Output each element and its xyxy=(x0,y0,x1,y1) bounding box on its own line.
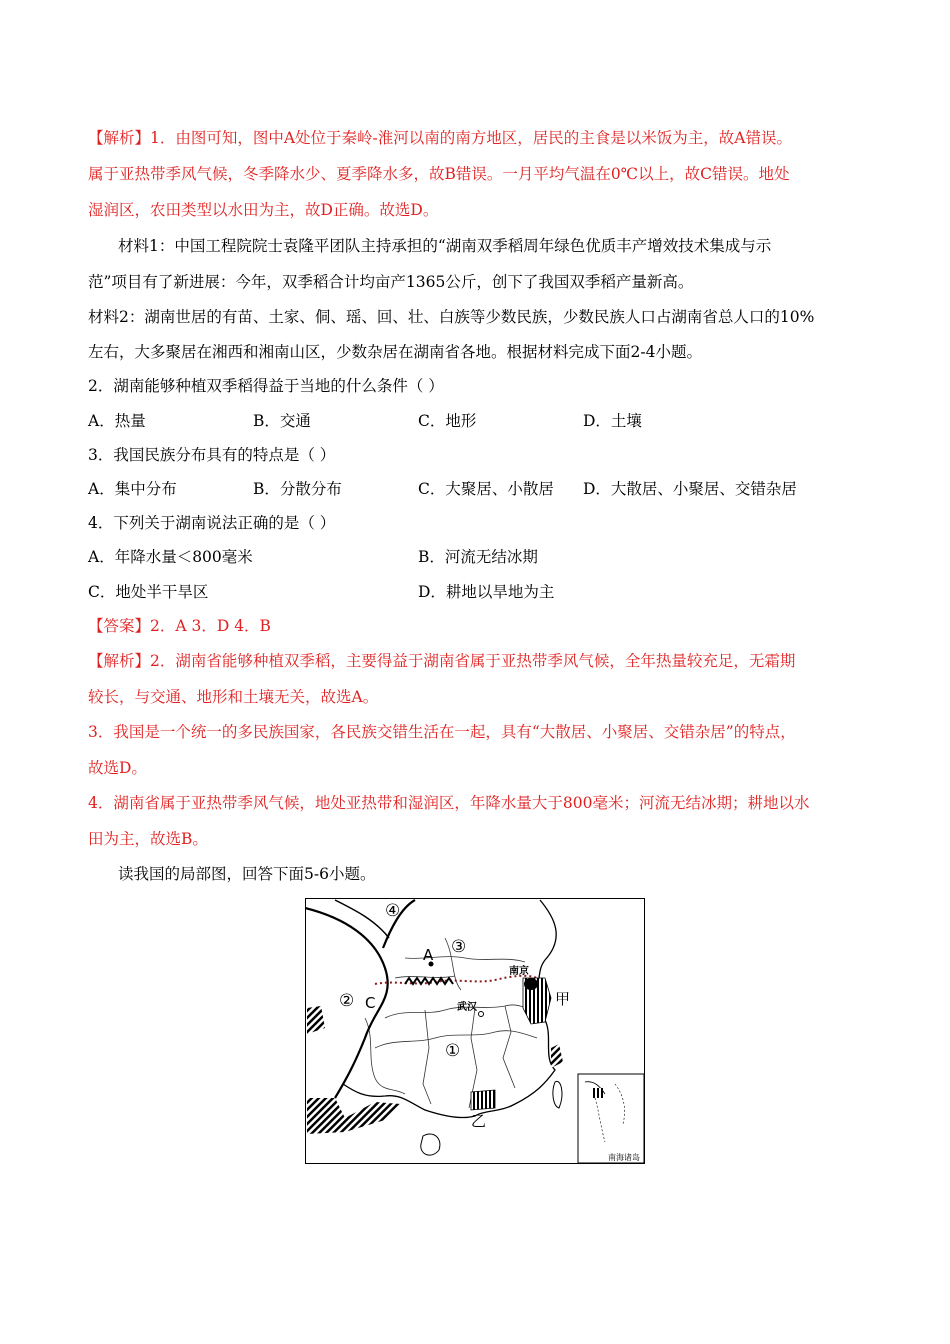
analysis-2-line-4: 故选D。 xyxy=(88,759,147,777)
question-4-option-d: D．耕地以旱地为主 xyxy=(418,583,555,601)
south-china-sea-inset xyxy=(578,1074,644,1163)
question-2-option-b: B．交通 xyxy=(253,412,311,430)
point-a-label: A xyxy=(423,946,434,964)
region-4-label: ④ xyxy=(385,901,401,921)
question-3-option-a: A．集中分布 xyxy=(88,480,177,498)
question-2-option-a: A．热量 xyxy=(88,412,146,430)
wuhan-label: 武汉 xyxy=(457,1002,477,1013)
nanjing-label: 南京 xyxy=(509,966,529,977)
material-2-line-2: 左右，大多聚居在湘西和湘南山区，少数杂居在湖南省各地。根据材料完成下面2-4小题。 xyxy=(88,343,702,361)
question-2-option-c: C．地形 xyxy=(418,412,477,430)
region-yi-label: 乙 xyxy=(471,1112,487,1130)
region-1-label: ① xyxy=(445,1041,461,1061)
question-3-option-c: C．大聚居、小散居 xyxy=(418,480,554,498)
analysis-2-line-6: 田为主，故选B。 xyxy=(88,830,208,848)
question-3-stem: 3．我国民族分布具有的特点是（ ） xyxy=(88,446,336,464)
analysis-1-line-1: 【解析】1．由图可知，图中A处位于秦岭-淮河以南的南方地区，居民的主食是以米饭为主，故A错误。 xyxy=(88,129,792,147)
china-partial-map xyxy=(305,898,645,1164)
analysis-2-line-5: 4．湖南省属于亚热带季风气候，地处亚热带和湿润区，年降水量大于800毫米；河流无结冰期；耕地以水 xyxy=(88,794,810,812)
question-4-option-c: C．地处半干旱区 xyxy=(88,583,209,601)
question-4-option-a: A．年降水量＜800毫米 xyxy=(88,548,253,566)
analysis-1-line-3: 湿润区，农田类型以水田为主，故D正确。故选D。 xyxy=(88,201,439,219)
wuhan-marker xyxy=(479,1012,484,1017)
question-3-option-b: B．分散分布 xyxy=(253,480,342,498)
inset-label: 南海诸岛 xyxy=(608,1153,640,1162)
region-2-label: ② xyxy=(339,991,355,1011)
question-4-stem: 4．下列关于湖南说法正确的是（ ） xyxy=(88,514,336,532)
material-1-line-2: 范”项目有了新进展：今年，双季稻合计均亩产1365公斤，创下了我国双季稻产量新高。 xyxy=(88,273,694,291)
region-jia-label: 甲 xyxy=(555,990,571,1008)
answer-line: 【答案】2．A 3．D 4．B xyxy=(88,617,271,635)
material-1-line-1: 材料1：中国工程院院士袁隆平团队主持承担的“湖南双季稻周年绿色优质丰产增效技术集成与示 xyxy=(118,237,772,255)
analysis-2-line-2: 较长，与交通、地形和土壤无关，故选A。 xyxy=(88,688,379,706)
question-3-option-d: D．大散居、小聚居、交错杂居 xyxy=(583,480,797,498)
region-yi-hatch xyxy=(471,1090,495,1110)
question-2-option-d: D．土壤 xyxy=(583,412,642,430)
nanjing-marker xyxy=(524,978,538,990)
question-2-stem: 2．湖南能够种植双季稻得益于当地的什么条件（ ） xyxy=(88,377,444,395)
hainan-island xyxy=(421,1134,440,1155)
analysis-2-line-3: 3．我国是一个统一的多民族国家，各民族交错生活在一起，具有“大散居、小聚居、交错杂居”的特点， xyxy=(88,723,796,741)
question-4-option-b: B．河流无结冰期 xyxy=(418,548,538,566)
analysis-2-line-1: 【解析】2．湖南省能够种植双季稻，主要得益于湖南省属于亚热带季风气候，全年热量较充足，无霜期 xyxy=(88,652,796,670)
analysis-1-line-2: 属于亚热带季风气候，冬季降水少、夏季降水多，故B错误。一月平均气温在0℃以上，故C错误。地处 xyxy=(88,165,790,183)
region-3-label: ③ xyxy=(451,937,467,957)
map-intro: 读我国的局部图，回答下面5-6小题。 xyxy=(118,865,376,883)
material-2-line-1: 材料2：湖南世居的有苗、土家、侗、瑶、回、壮、白族等少数民族，少数民族人口占湖南省总人口的10% xyxy=(88,308,815,326)
line-c-label: C xyxy=(365,994,376,1012)
